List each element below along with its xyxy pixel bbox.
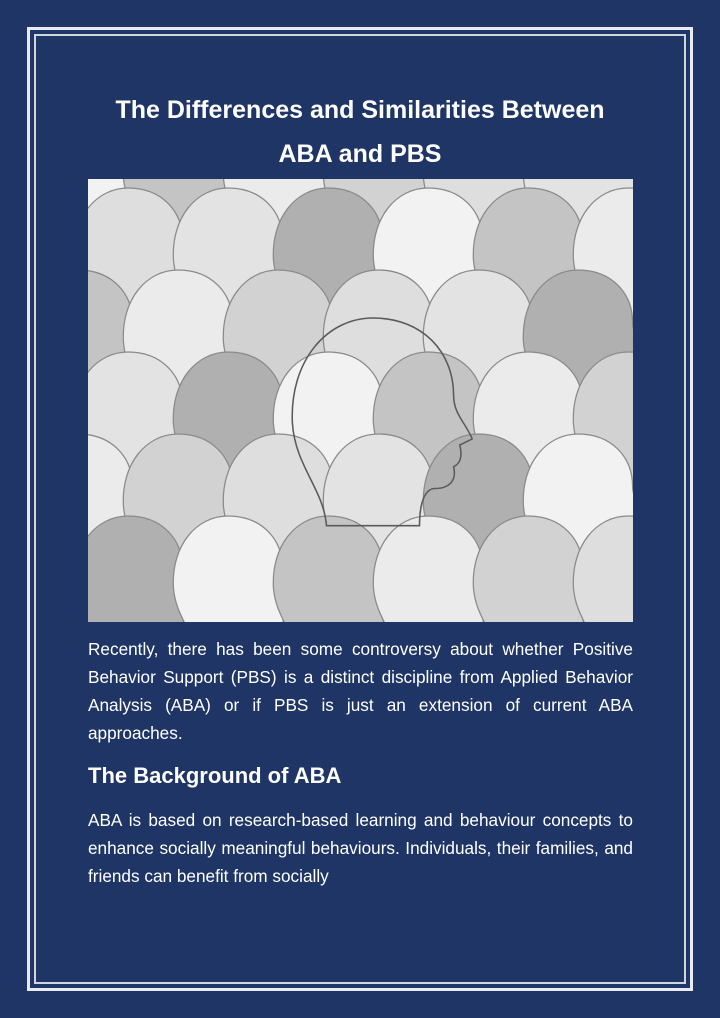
hero-image bbox=[88, 179, 633, 622]
section-heading: The Background of ABA bbox=[88, 763, 342, 788]
title-line-1: The Differences and Similarities Between bbox=[115, 96, 605, 124]
document-title bbox=[60, 88, 660, 176]
head-silhouettes-icon bbox=[88, 179, 633, 622]
section-paragraph: ABA is based on research-based learning and behaviour concepts to enhance socially meaningful behaviours. Individuals, their families, and friends can benefit from socially bbox=[88, 810, 633, 886]
gray-heads bbox=[88, 179, 633, 622]
intro-paragraph: Recently, there has been some controversy about whether Positive Behavior Support (PBS) is a distinct discipline from Applied Behavior Analysis (ABA) or if PBS is just an extension of current ABA approaches. bbox=[88, 639, 633, 743]
title-line-2: ABA and PBS bbox=[278, 140, 442, 168]
